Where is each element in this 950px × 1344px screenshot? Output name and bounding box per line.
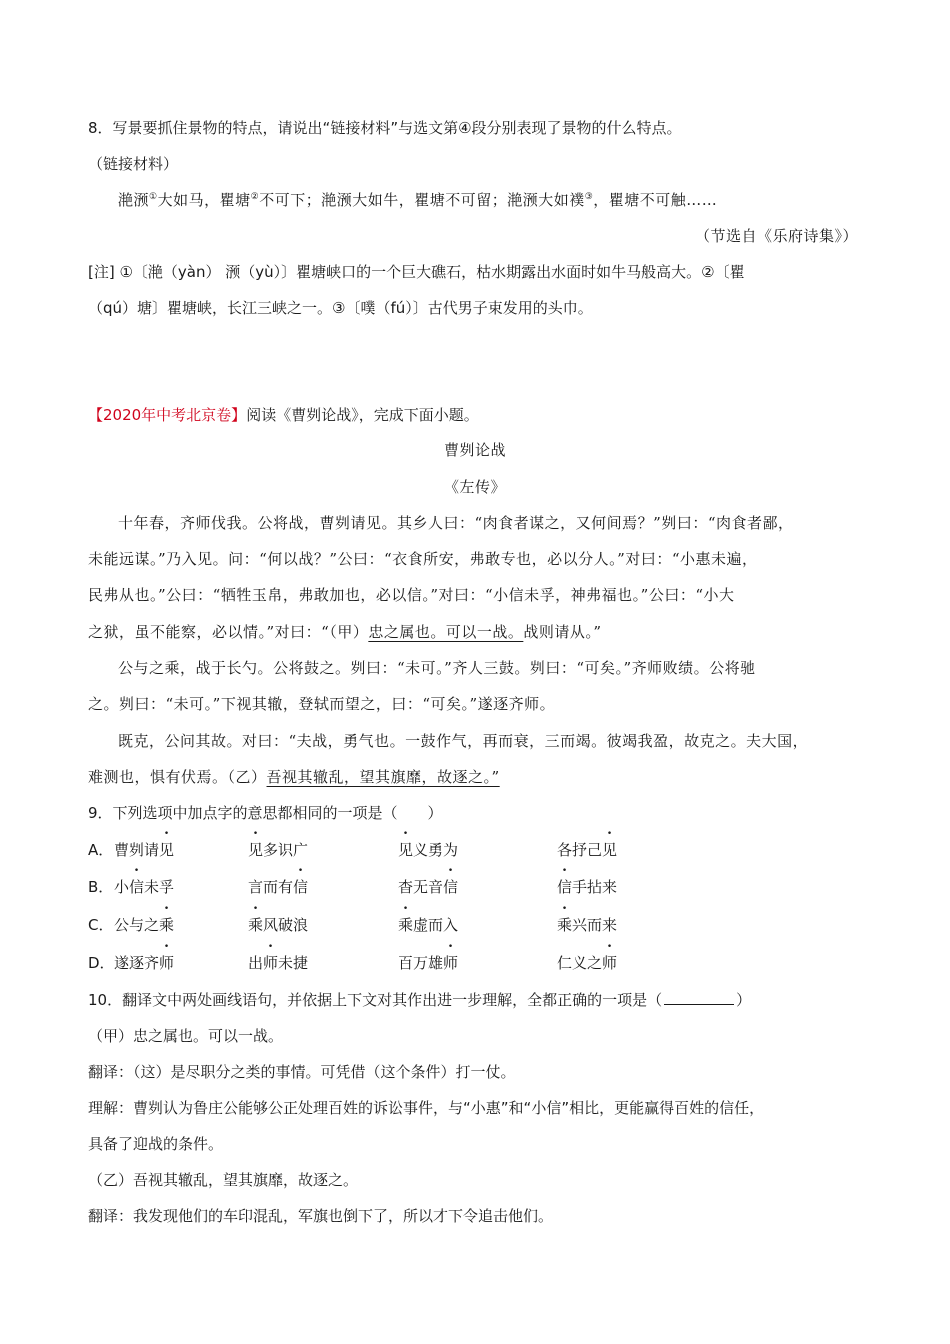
option-item: 仁义之师 [557, 954, 618, 972]
q10-jia-translation: 翻译：（这）是尽职分之类的事情。可凭借（这个条件）打一仗。 [88, 1063, 516, 1081]
q8-poem: 滟滪①大如马，瞿塘②不可下；滟滪大如牛，瞿塘不可留；滟滪大如襆③，瞿塘不可触…… [118, 191, 718, 209]
passage-p1-line2: 未能远谋。”乃入见。问：“何以战？”公曰：“衣食所安，弗敢专也，必以分人。”对曰：“小惠未遍， [88, 550, 758, 568]
option-item: 见义勇为 [398, 841, 459, 859]
passage-p1-line4: 之狱，虽不能察，必以情。”对曰：“（甲）忠之属也。可以一战。战则请从。” [88, 623, 602, 641]
answer-blank[interactable] [664, 990, 734, 1005]
option-item: 言而有信 [248, 878, 309, 896]
underlined-sentence-yi: 吾视其辙乱，望其旗靡，故逐之。” [266, 768, 500, 786]
option-item: 乘风破浪 [248, 916, 309, 934]
q10-jia-understanding-line1: 理解：曹刿认为鲁庄公能够公正处理百姓的诉讼事件，与“小惠”和“小信”相比，更能赢得百姓的信任， [88, 1099, 765, 1117]
option-label: A． [88, 841, 114, 859]
option-item: 各抒己见 [557, 841, 618, 859]
underlined-sentence-jia: 忠之属也。可以一战。 [368, 623, 524, 641]
option-item: 见多识广 [248, 841, 309, 859]
option-label: C． [88, 916, 114, 934]
passage-p3-line1: 既克，公问其故。对曰：“夫战，勇气也。一鼓作气，再而衰，三而竭。彼竭我盈，故克之。夫大国， [118, 732, 809, 750]
passage-p2-line1: 公与之乘，战于长勺。公将鼓之。刿曰：“未可。”齐人三鼓。刿曰：“可矣。”齐师败绩。公将驰 [118, 659, 756, 677]
option-item: 遂逐齐师 [114, 954, 175, 972]
q8-link-title: （链接材料） [88, 155, 179, 173]
exam-source-tag: 【2020年中考北京卷】 [88, 406, 247, 424]
option-item: 公与之乘 [114, 916, 175, 934]
option-item: 乘兴而来 [557, 916, 618, 934]
q10-jia: （甲）忠之属也。可以一战。 [88, 1027, 284, 1045]
option-item: 曹刿请见 [114, 841, 175, 859]
q9-stem: 9．下列选项中加点字的意思都相同的一项是（ ） [88, 804, 443, 822]
option-label: B． [88, 878, 114, 896]
passage-intro: 【2020年中考北京卷】阅读《曹刿论战》，完成下面小题。 [88, 406, 479, 424]
option-label: D． [88, 954, 115, 972]
q10-jia-understanding-line2: 具备了迎战的条件。 [88, 1135, 224, 1153]
q8-source: （节选自《乐府诗集》） [694, 227, 858, 245]
option-item: 百万雄师 [398, 954, 459, 972]
passage-title: 曹刿论战 [443, 441, 506, 459]
q8-stem: 8．写景要抓住景物的特点，请说出“链接材料”与选文第④段分别表现了景物的什么特点。 [88, 119, 682, 137]
option-item: 小信未孚 [114, 878, 175, 896]
option-item: 杳无音信 [398, 878, 459, 896]
q10-yi-translation: 翻译：我发现他们的车印混乱，军旗也倒下了，所以才下令追击他们。 [88, 1207, 554, 1225]
passage-p2-line2: 之。刿曰：“未可。”下视其辙，登轼而望之，曰：“可矣。”遂逐齐师。 [88, 695, 556, 713]
q8-note-line2: （qú）塘〕瞿塘峡，长江三峡之一。③〔噗（fú）〕古代男子束发用的头巾。 [88, 299, 593, 317]
option-item: 信手拈来 [557, 878, 618, 896]
option-item: 乘虚而入 [398, 916, 459, 934]
option-item: 出师未捷 [248, 954, 309, 972]
passage-p3-line2: 难测也，惧有伏焉。（乙）吾视其辙乱，望其旗靡，故逐之。” [88, 768, 500, 786]
passage-p1-line1: 十年春，齐师伐我。公将战，曹刿请见。其乡人曰：“肉食者谋之，又何间焉？”刿曰：“肉食者鄙， [118, 514, 794, 532]
passage-author: 《左传》 [443, 478, 506, 496]
q10-yi: （乙）吾视其辙乱，望其旗靡，故逐之。 [88, 1171, 359, 1189]
q8-note-line1: [注] ①〔滟（yàn） 滪（yù）〕瞿塘峡口的一个巨大礁石，枯水期露出水面时如牛马般高大。②〔瞿 [88, 263, 745, 281]
passage-p1-line3: 民弗从也。”公曰：“牺牲玉帛，弗敢加也，必以信。”对曰：“小信未孚，神弗福也。”公曰：“小大 [88, 586, 735, 604]
q10-stem: 10．翻译文中两处画线语句，并依据上下文对其作出进一步理解，全都正确的一项是（ ） [88, 991, 752, 1009]
